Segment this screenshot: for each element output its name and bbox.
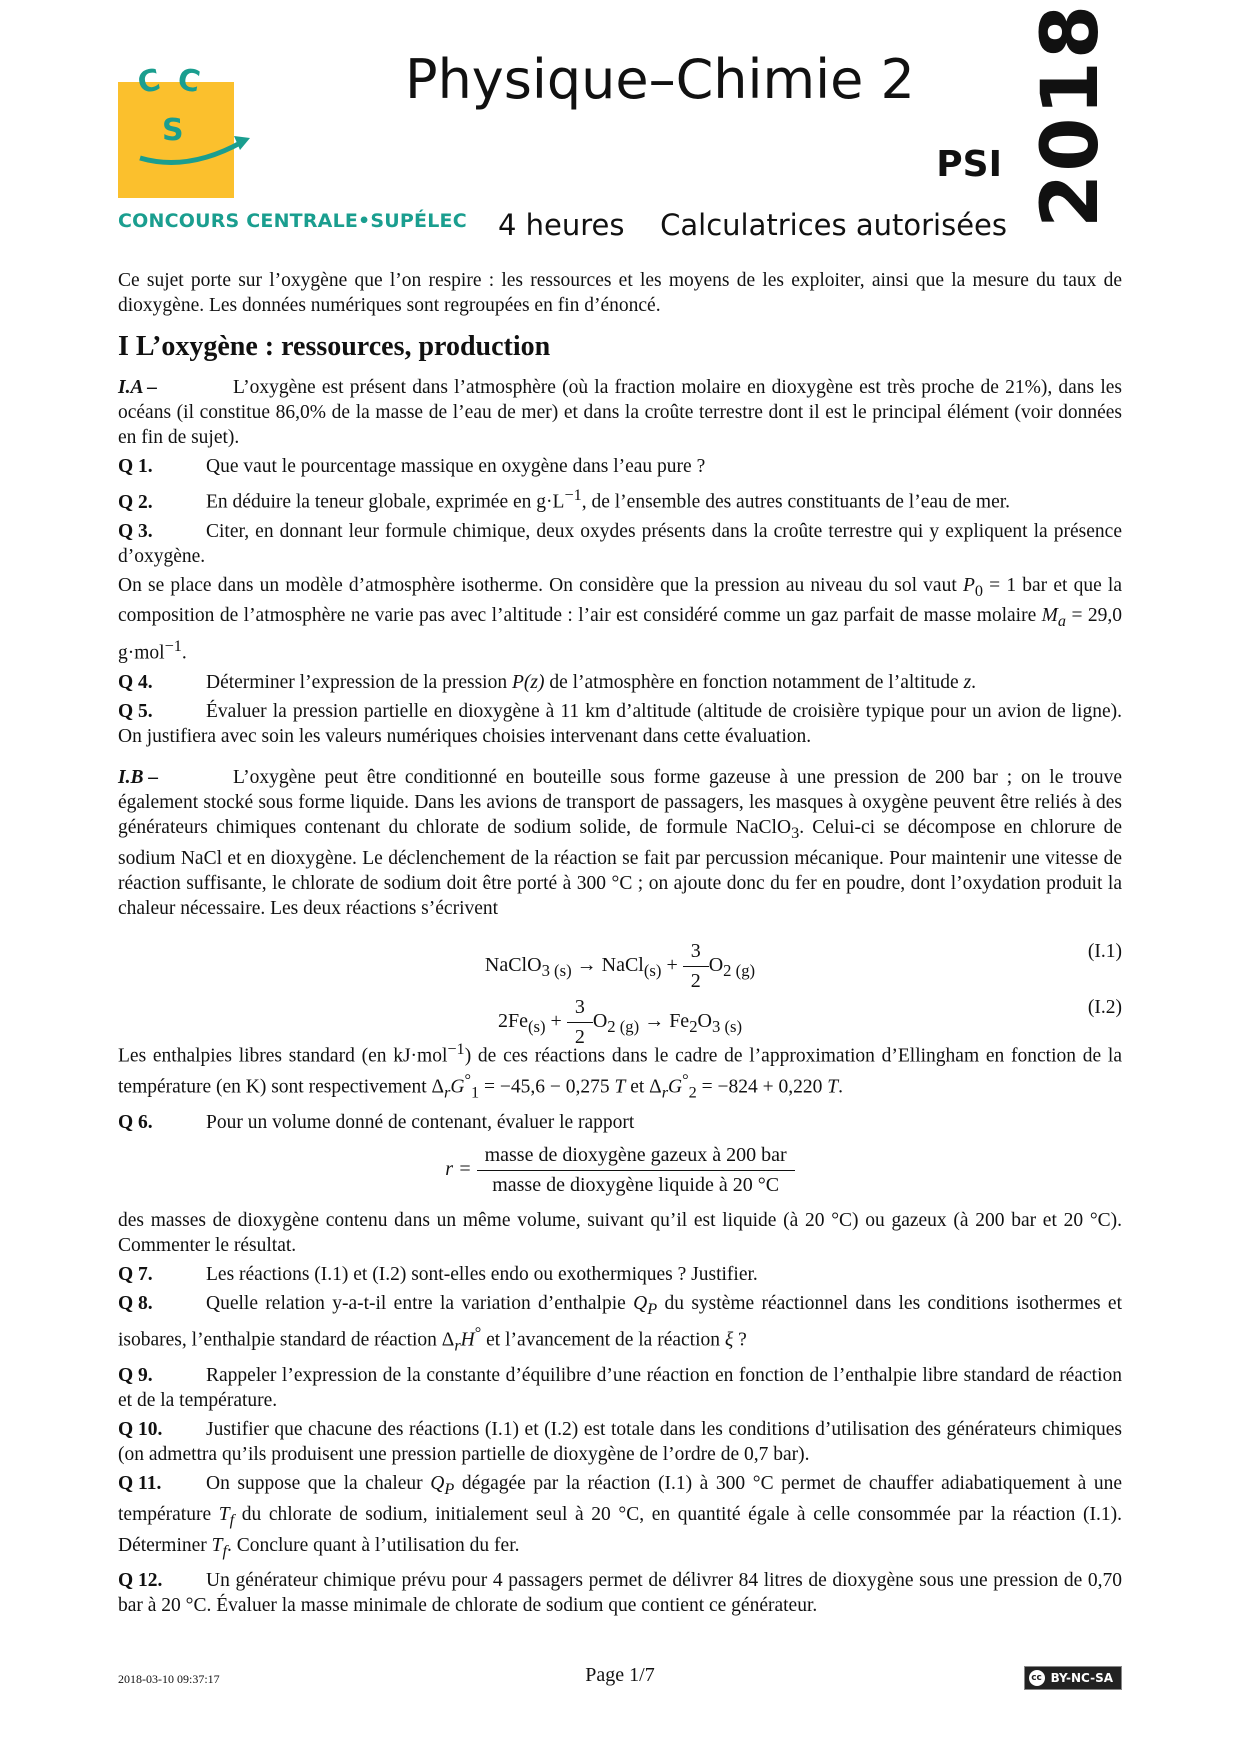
q11-tf2: T [211,1534,223,1556]
question-7 [118,1262,1122,1287]
q3-text: Citer, en donnant leur formule chimique, deux oxydes présents dans la croûte terrestre qui y expliquent la présence d’oxygène. [118,520,1122,567]
eq2-coef-den: 2 [574,1025,585,1048]
question-6 [118,1110,1122,1135]
q11-tf2-sub: f [222,1541,228,1560]
q4-label: Q 4. [118,671,153,693]
exam-title: Physique–Chimie 2 [405,48,915,111]
g1-delta: Δ [431,1076,445,1098]
q11-t3: du chlorate de sodium, initialement seul à 20 °C, en quantité égale à celle consommée par la réaction (I.1). Déterminer [118,1503,1122,1556]
g2-value: = −824 + 0,220 [696,1076,828,1098]
q8-qp: Q [633,1292,648,1314]
q2-text2: , de l’ensemble des autres constituants de l’eau de mer. [581,491,1011,513]
model-p0: P [962,574,975,596]
equation-2 [118,981,1122,1048]
g2-delta: Δ [649,1076,662,1098]
model-t4: . [181,642,187,664]
equation-1 [118,925,1122,992]
eq2-arrow: → [644,1009,665,1032]
eq1-a-sub: 3 (s) [541,960,572,980]
q9-text: Rappeler l’expression de la constante d’équilibre d’une réaction en fonction de l’enthalpie libre standard de réaction et de la température. [118,1364,1122,1411]
question-3 [118,519,1122,569]
q1-label: Q 1. [118,456,153,477]
q2-label: Q 2. [118,491,153,513]
q6-text: Pour un volume donné de contenant, évaluer le rapport [206,1111,635,1133]
question-8 [118,1291,1122,1359]
eq2-b-sub: 2 (g) [607,1016,640,1036]
q8-t4: ? [733,1329,747,1351]
eq2-c: Fe [669,1009,690,1032]
logo-mark [118,50,268,210]
part-a-text: L’oxygène est présent dans l’atmosphère (où la fraction molaire en dioxygène est très proche de 21%), dans les océans (il constitue 86,0% de la masse de l’eau de mer) et dans la croûte terrestre dont il est le principal élément (voir données en fin de sujet). [118,377,1122,448]
question-11 [118,1471,1122,1564]
q8-H: H [460,1329,475,1351]
q12-label: Q 12. [118,1569,163,1591]
q11-label: Q 11. [118,1472,162,1494]
q8-xi: ξ [724,1329,734,1351]
track-label: PSI [936,144,1002,185]
model-p0-sub: 0 [974,581,983,600]
part-b-label: I.B – [118,766,159,788]
q11-t4: . Conclure quant à l’utilisation du fer. [227,1534,520,1556]
license-text: BY-NC-SA [1050,1671,1113,1685]
model-t1: On se place dans un modèle d’atmosphère isotherme. On considère que la pression au niveau du sol vaut [118,574,963,596]
ratio-numerator: masse de dioxygène gazeux à 200 bar [477,1143,795,1171]
question-4 [118,670,1122,695]
question-10 [118,1417,1122,1467]
q4-z: z [963,671,972,693]
eq2-c-sub1: 2 [689,1016,698,1036]
eq2-plus: + [550,1009,562,1032]
q1-text: Que vaut le pourcentage massique en oxygène dans l’eau pure ? [206,456,706,477]
enthalpy-t1: Les enthalpies libres standard (en kJ·mol [118,1045,448,1067]
equation-2-number: (I.2) [1087,996,1122,1018]
section-title: L’oxygène : ressources, production [135,331,551,362]
enthalpy-et: et [625,1076,650,1098]
enthalpy-end: . [838,1076,843,1098]
g1-r: r [444,1083,451,1102]
footer [118,1664,1122,1694]
q10-text: Justifier que chacune des réactions (I.1) et (I.2) est totale dans les conditions d’utilisation des générateurs chimiques (on admettra qu’ils produisent une pression partielle de dioxygène de l’ordre de 0,7 bar). [118,1418,1122,1465]
eq2-c-sub2: 3 (s) [711,1016,743,1036]
intro: Ce sujet porte sur l’oxygène que l’on respire : les ressources et les moyens de les exploiter, ainsi que la mesure du taux de dioxygène. Les données numériques sont regroupées en fin d’énoncé. [118,270,1122,316]
eq1-coef-den: 2 [690,969,701,992]
q10-label: Q 10. [118,1418,163,1440]
calculator-note: Calculatrices autorisées [660,208,1007,242]
atmosphere-model [118,573,1122,666]
g1-value: = −45,6 − 0,275 [479,1076,615,1098]
equation-2-formula [118,995,1122,1050]
ratio-r: r = [445,1157,472,1180]
page-number: Page 1/7 [585,1664,655,1686]
eq2-b: O [592,1009,608,1032]
q12-text: Un générateur chimique prévu pour 4 passagers permet de délivrer 84 litres de dioxygène sous une pression de 0,70 bar à 20 °C. Évaluer la masse minimale de chlorate de sodium que contient ce générateur. [118,1569,1122,1616]
model-ma: M [1041,605,1058,627]
q8-t3: et l’avancement de la réaction [481,1329,725,1351]
q2-sup: −1 [564,486,582,504]
q4-pz: P(z) [511,671,545,693]
q11-qp-sub: P [444,1479,455,1498]
exam-body [118,268,1122,1622]
enthalpy-t2: ) de ces réactions dans le cadre de l’approximation d’Ellingham en fonction de la température (en K) sont respectivement [118,1045,1122,1098]
q7-text: Les réactions (I.1) et (I.2) sont-elles endo ou exothermiques ? Justifier. [206,1263,758,1285]
part-a [118,375,1122,450]
q11-t2: dégagée par la réaction (I.1) à 300 °C permet de chauffer adiabatiquement à une température [118,1472,1122,1525]
g2-T: T [827,1076,839,1098]
duration: 4 heures [498,208,625,242]
q7-label: Q 7. [118,1263,153,1285]
g2-sup: ° [682,1071,689,1090]
logo-letter-s: S [162,113,184,148]
eq2-a-sub: (s) [527,1016,546,1036]
model-t3-sup: −1 [164,637,182,656]
question-1 [118,454,1122,479]
logo-letter-c2: C [174,61,203,101]
eq1-b: NaCl [601,953,644,976]
g2-r: r [661,1083,669,1102]
q4-t2: de l’atmosphère en fonction notamment de l’altitude [544,671,964,693]
g2-G: G [668,1076,683,1098]
eq2-coef-num: 3 [567,995,593,1023]
part-b-sub: 3 [791,823,800,842]
q8-label: Q 8. [118,1292,153,1314]
question-2 [118,483,1122,515]
q5-text: Évaluer la pression partielle en dioxygène à 11 km d’altitude (altitude de croisière typique pour un avion de ligne). On justifiera avec soin les valeurs numériques choisies intervenant dans cette évaluation. [118,700,1122,747]
logo [118,50,467,240]
ratio-fraction [477,1143,795,1198]
q6-label: Q 6. [118,1111,153,1133]
q8-r: r [454,1336,461,1355]
footer-timestamp: 2018-03-10 09:37:17 [118,1672,220,1686]
q2-text: En déduire la teneur globale, exprimée en g·L [206,491,565,513]
equation-1-number: (I.1) [1087,940,1122,962]
part-a-label: I.A – [118,377,158,398]
logo-letter-c1: C [134,62,164,102]
q8-qp-sub: P [647,1299,658,1318]
q8-t1: Quelle relation y-a-t-il entre la variation d’enthalpie [206,1292,634,1314]
logo-swoosh [140,142,242,162]
model-t3: = 29,0 g·mol [118,605,1122,664]
q11-t1: On suppose que la chaleur [206,1472,431,1494]
year: 2018 [1026,2,1116,228]
cc-icon: cc [1029,1670,1045,1686]
model-ma-sub: a [1057,612,1067,631]
eq2-c2: O [697,1009,712,1032]
enthalpy-t1-sup: −1 [447,1039,465,1058]
q4-t3: . [971,671,977,693]
q9-label: Q 9. [118,1364,153,1386]
q8-delta: Δ [441,1329,455,1351]
question-9 [118,1363,1122,1413]
eq1-coef-num: 3 [683,939,709,967]
model-t2: = 1 bar et que la composition de l’atmosphère ne varie pas avec l’altitude : l’air est considéré comme un gaz parfait de masse molaire [118,574,1122,627]
part-b-t1: L’oxygène peut être conditionné en bouteille sous forme gazeuse à une pression de 200 bar ; on le trouve également stocké sous forme liquide. Dans les avions de transport de passagers, les masques à oxygène peuvent être reliés à des générateurs chimiques contenant du chlorate de sodium solide, de formule NaClO [118,766,1122,838]
question-5 [118,699,1122,749]
eq1-b-sub: (s) [643,960,662,980]
part-b-t2: . Celui-ci se décompose en chlorure de sodium NaCl et en dioxygène. Le déclenchement de la réaction se fait par percussion mécanique. Pour maintenir une vitesse de réaction suffisante, le chlorate de sodium doit être porté à 300 °C ; on ajoute donc du fer en poudre, dont l’oxydation produit la chaleur nécessaire. Les deux réactions s’écrivent [118,816,1122,919]
ratio-formula [118,1143,1122,1198]
q11-tf-sub: f [229,1510,235,1529]
q11-qp: Q [430,1472,445,1494]
eq1-arrow: → [576,953,597,976]
q8-sup: ° [474,1324,482,1343]
eq1-c: O [708,953,724,976]
g1-sup: ° [464,1071,471,1090]
q8-t2: du système réactionnel dans les conditions isothermes et isobares, l’enthalpie standard de réaction [118,1292,1122,1351]
q3-label: Q 3. [118,520,153,542]
brand-name: CONCOURS CENTRALE•SUPÉLEC [118,210,467,232]
eq2-a: 2Fe [497,1009,528,1032]
q4-t1: Déterminer l’expression de la pression [206,671,512,693]
eq1-plus: + [666,953,678,976]
g1-G: G [450,1076,465,1098]
part-b [118,765,1122,921]
g1-sub: 1 [470,1083,480,1102]
license-badge[interactable] [1024,1666,1122,1690]
question-12 [118,1568,1122,1618]
eq1-c-sub: 2 (g) [723,960,756,980]
g2-sub: 2 [688,1083,697,1102]
q5-label: Q 5. [118,700,153,722]
g1-T: T [614,1076,626,1098]
ratio-denominator: masse de dioxygène liquide à 20 °C [492,1173,780,1196]
section-heading [118,331,1122,362]
eq1-a: NaClO [484,953,542,976]
q11-tf: T [218,1503,230,1525]
q6-after: des masses de dioxygène contenu dans un même volume, suivant qu’il est liquide (à 20 °C) ou gazeux (à 200 bar et 20 °C). Commenter le résultat. [118,1209,1122,1256]
eq2-coef [567,995,593,1050]
section-number: I [118,331,129,362]
